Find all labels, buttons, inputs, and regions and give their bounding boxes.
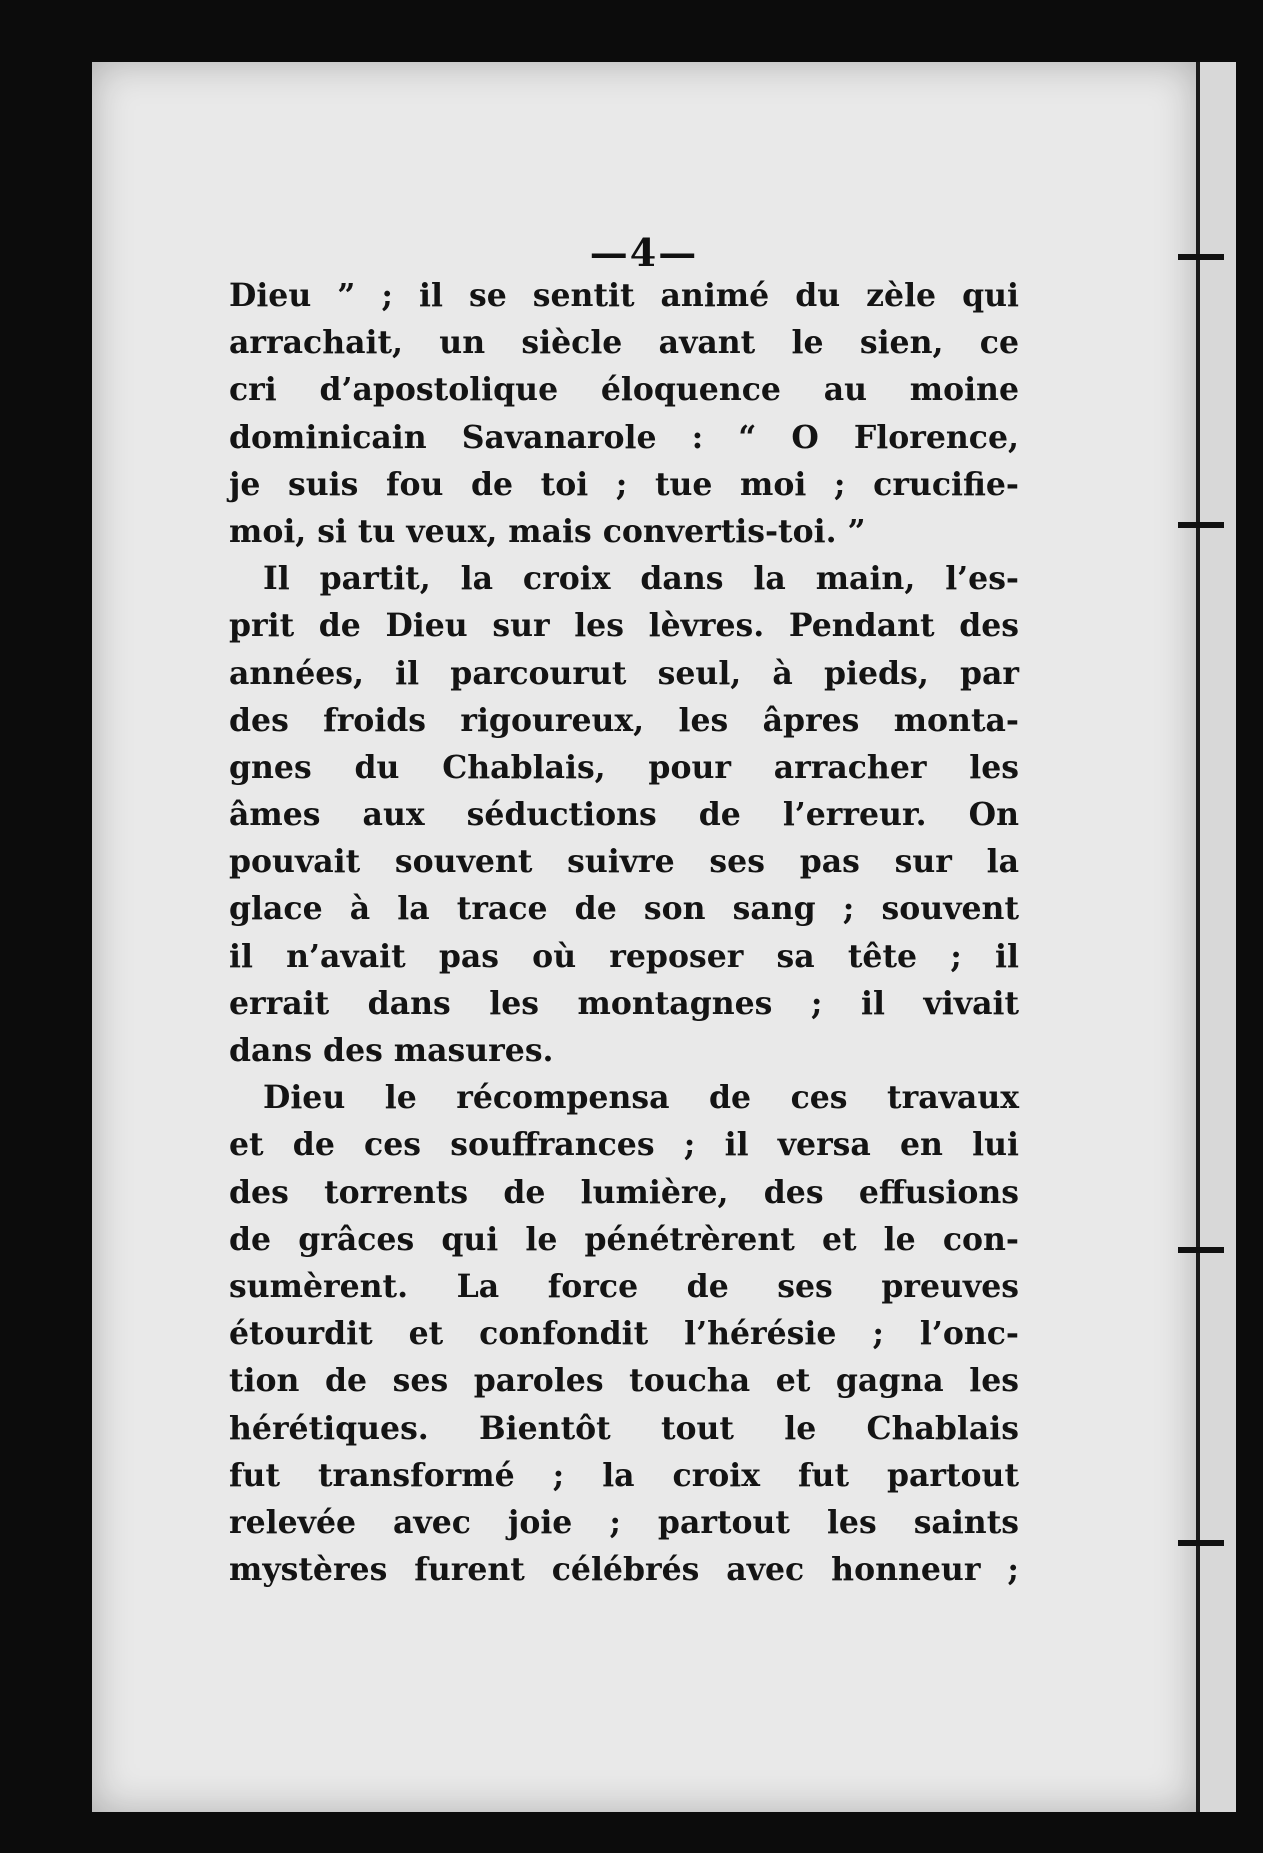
text-line: fut transformé ; la croix fut partout [229, 1456, 1019, 1494]
page-body-text [229, 272, 1019, 1593]
binding-mark [1178, 1540, 1224, 1546]
text-line: hérétiques. Bientôt tout le Chablais [229, 1409, 1019, 1447]
text-line: prit de Dieu sur les lèvres. Pendant des [229, 607, 1019, 645]
text-line: pouvait souvent suivre ses pas sur la [229, 843, 1019, 881]
text-line: gnes du Chablais, pour arracher les [229, 748, 1019, 786]
binding-mark [1178, 522, 1224, 528]
text-line: cri d’apostolique éloquence au moine [229, 371, 1019, 409]
text-line: je suis fou de toi ; tue moi ; crucifie- [229, 465, 1019, 503]
text-line: mystères furent célébrés avec honneur ; [229, 1551, 1019, 1589]
text-line: années, il parcourut seul, à pieds, par [229, 654, 1019, 692]
text-line: Dieu le récompensa de ces travaux [263, 1079, 1019, 1117]
binding-mark [1178, 254, 1224, 260]
text-line: de grâces qui le pénétrèrent et le con- [229, 1220, 1019, 1258]
text-line: des torrents de lumière, des effusions [229, 1173, 1019, 1211]
text-line: il n’avait pas où reposer sa tête ; il [229, 937, 1019, 975]
text-line: Il partit, la croix dans la main, l’es- [263, 560, 1019, 598]
text-line: des froids rigoureux, les âpres monta- [229, 701, 1019, 739]
text-line: étourdit et confondit l’hérésie ; l’onc- [229, 1315, 1019, 1353]
text-line: sumèrent. La force de ses preuves [229, 1267, 1019, 1305]
page-binding-edge [1196, 62, 1200, 1812]
text-line: glace à la trace de son sang ; souvent [229, 890, 1019, 928]
text-line: dominicain Savanarole : “ O Florence, [229, 418, 1019, 456]
binding-mark [1178, 1247, 1224, 1253]
text-line: dans des masures. [229, 1032, 554, 1069]
text-line: moi, si tu veux, mais convertis-toi. ” [229, 512, 866, 550]
page-number: —4— [589, 230, 699, 275]
text-line: et de ces souffrances ; il versa en lui [229, 1126, 1019, 1164]
text-line: relevée avec joie ; partout les saints [229, 1503, 1019, 1541]
text-line: âmes aux séductions de l’erreur. On [229, 796, 1019, 834]
text-line: arrachait, un siècle avant le sien, ce [229, 324, 1019, 362]
text-line: Dieu ” ; il se sentit animé du zèle qui [229, 277, 1019, 314]
text-line: errait dans les montagnes ; il vivait [229, 984, 1019, 1022]
adjacent-page-edge [1196, 62, 1236, 1812]
text-line: tion de ses paroles toucha et gagna les [229, 1362, 1019, 1400]
